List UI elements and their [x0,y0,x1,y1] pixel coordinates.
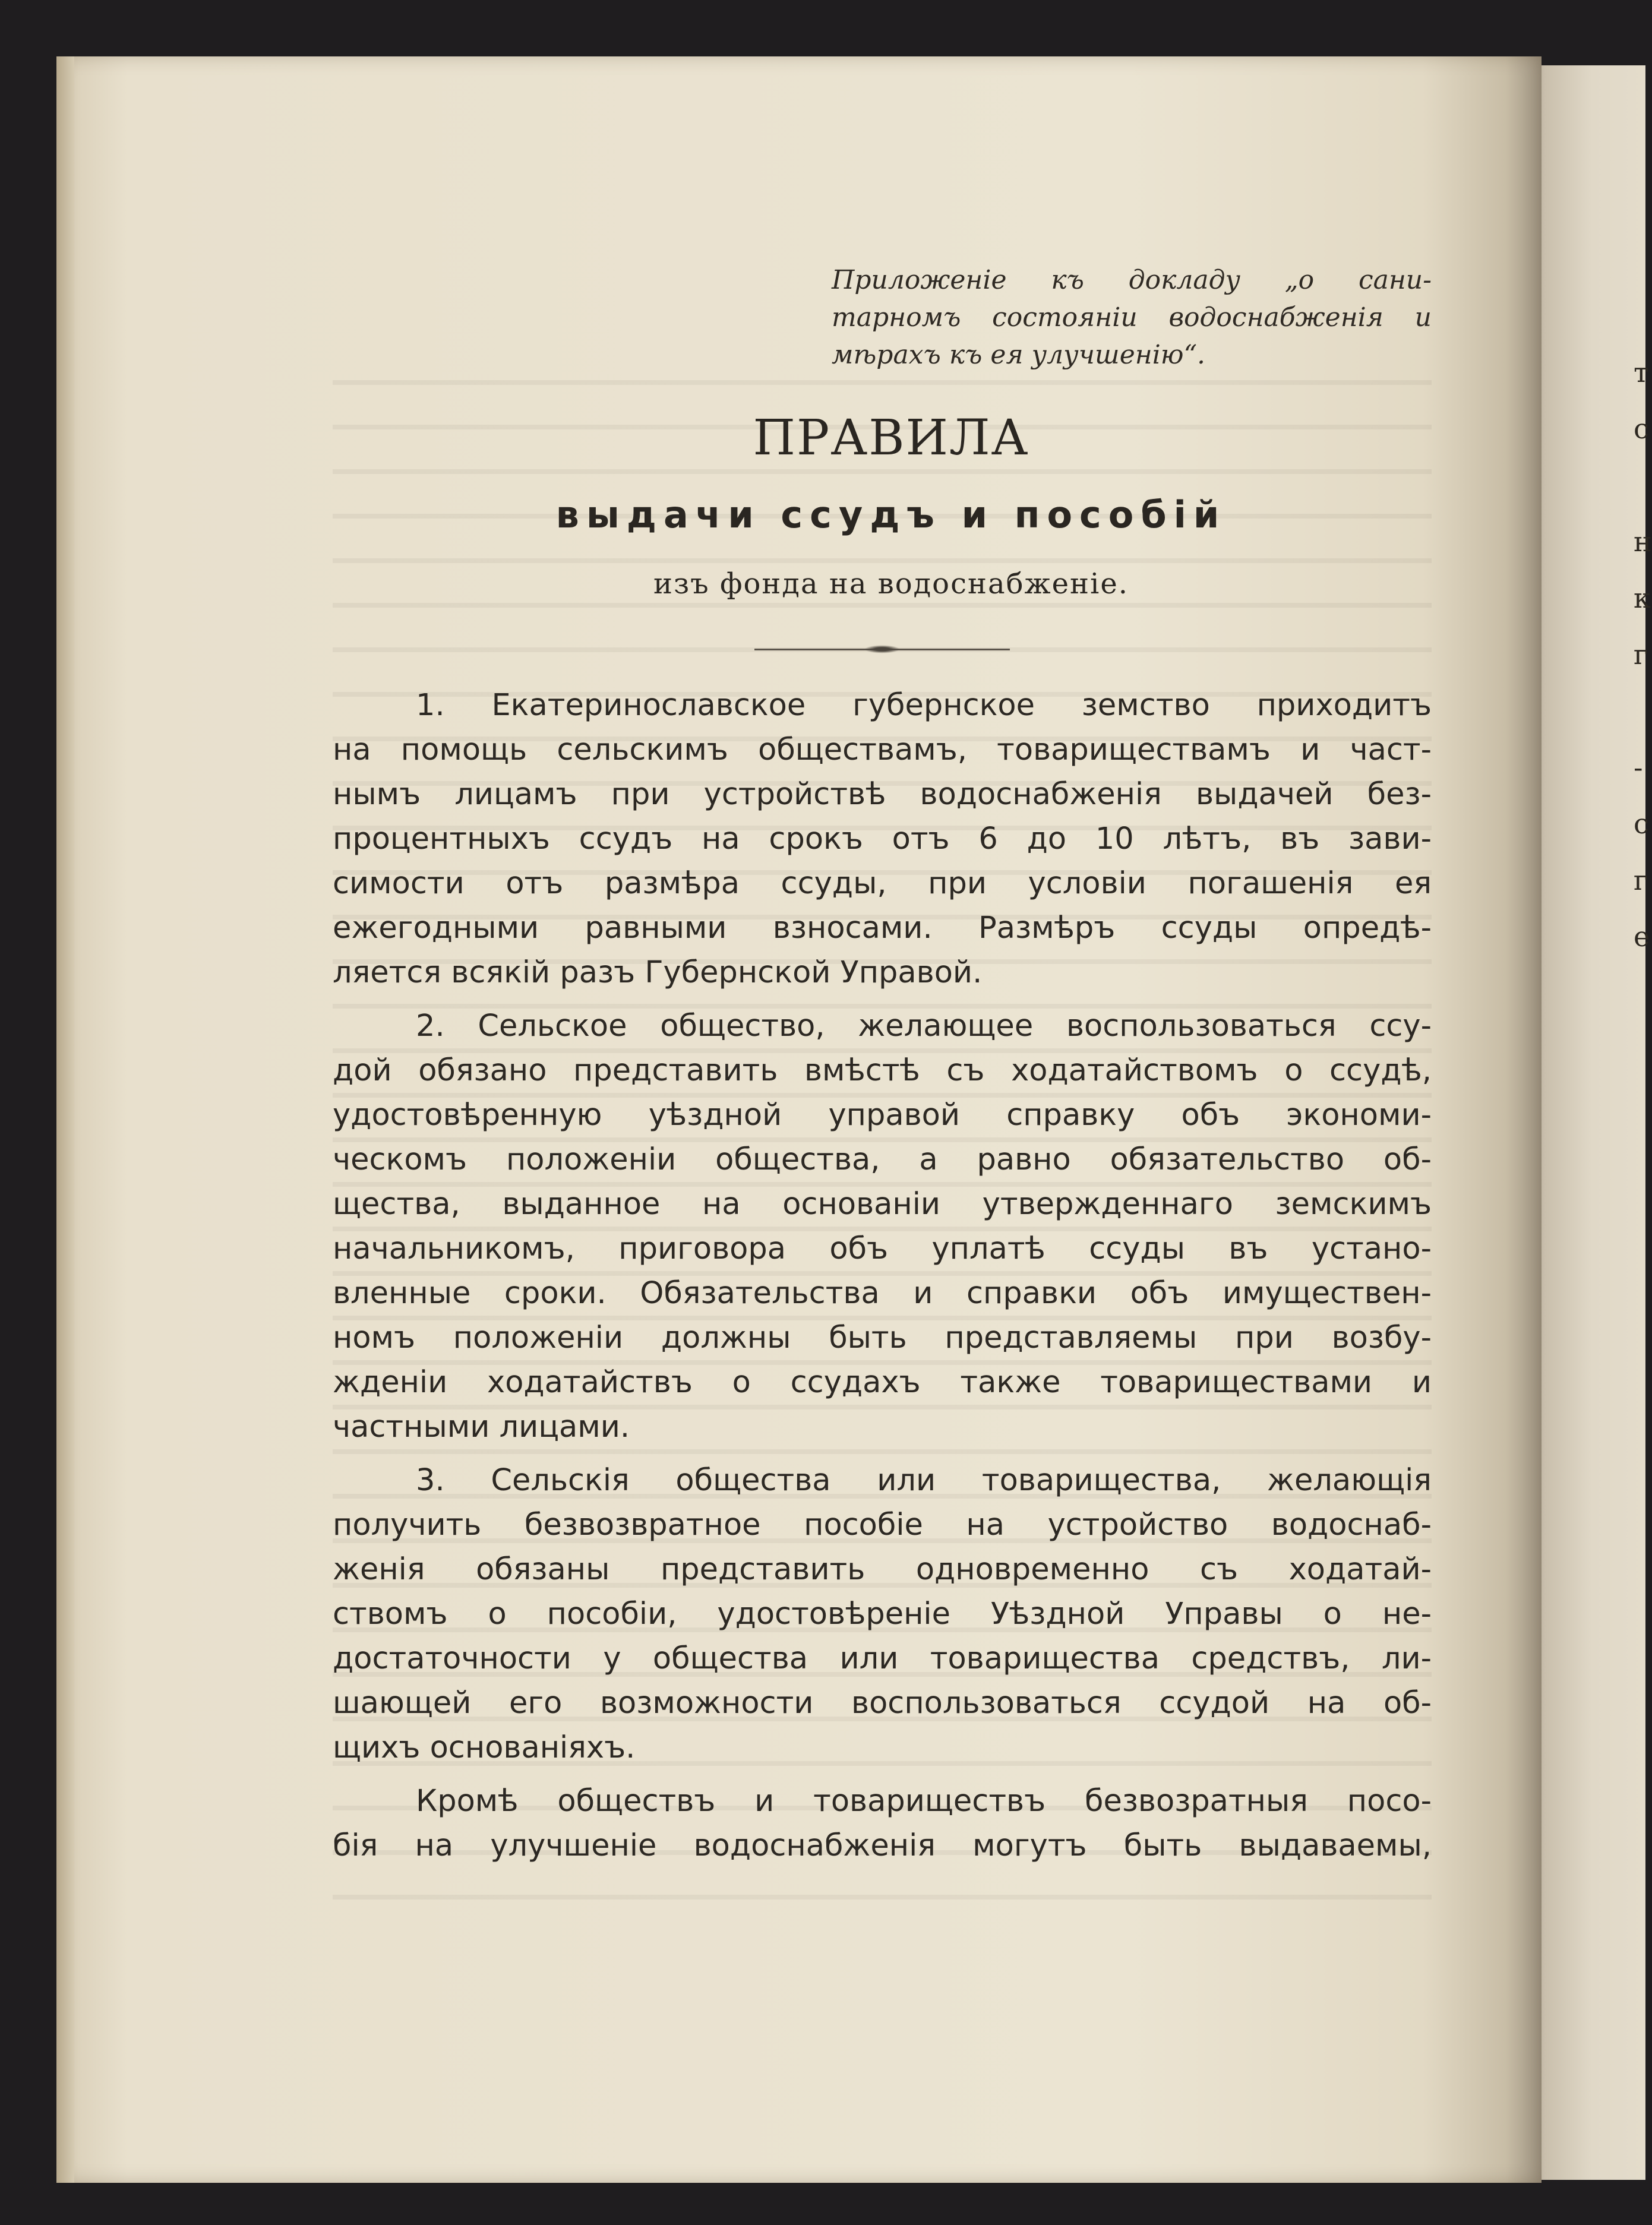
document-body [333,683,1432,1877]
fragment: с [1634,808,1649,840]
text-line: получить безвозвратное пособіе на устройство водоснаб- [333,1507,1432,1543]
appendix-line: Приложеніе къ докладу „о сани- [832,265,1432,295]
text-line: вленные сроки. Обязательства и справки объ имуществен- [333,1276,1432,1311]
fragment: г [1634,639,1648,671]
document-subtitle: выдачи ссудъ и пособій [555,493,1227,536]
appendix-line: тарномъ состояніи водоснабженія и [832,302,1432,333]
fragment: к [1634,582,1651,614]
fragment [1634,695,1645,751]
paragraph-1 [333,683,1432,995]
divider-ornament [864,645,900,653]
text-line: ежегодными равными взносами. Размѣръ ссуды опредѣ- [333,911,1432,946]
text-line: нымъ лицамъ при устройствѣ водоснабженія выдачей без- [333,777,1432,812]
text-line: ляется всякій разъ Губернской Управой. [333,955,983,990]
text-line: номъ положеніи должны быть представляемы при возбу- [333,1320,1432,1355]
text-line: жденіи ходатайствъ о ссудахъ также товариществами и [333,1365,1432,1400]
text-line: 2. Сельское общество, желающее воспользоваться ссу- [416,1009,1432,1044]
text-line: бія на улучшеніе водоснабженія могутъ быть выдаваемы, [333,1828,1432,1863]
appendix-line: мѣрахъ къ ея улучшенію“. [832,340,1205,370]
text-line: шающей его возможности воспользоваться ссудой на об- [333,1686,1432,1721]
text-line: Кромѣ обществъ и товариществъ безвозратныя посо- [416,1784,1432,1819]
fragment: г [1634,864,1648,896]
text-line: удостовѣренную уѣздной управой справку объ экономи- [333,1098,1432,1133]
fragment: - [1634,751,1643,783]
page-edge [56,56,74,2183]
fragment: с [1634,413,1649,445]
text-line: 3. Сельскія общества или товарищества, желающія [416,1463,1432,1498]
text-line: процентныхъ ссудъ на срокъ отъ 6 до 10 лѣтъ, въ зави- [333,821,1432,857]
text-line: начальникомъ, приговора объ уплатѣ ссуды въ устано- [333,1231,1432,1266]
text-line: женія обязаны представить одновременно съ ходатай- [333,1552,1432,1587]
fragment: т [1634,356,1649,388]
document-subtitle-2: изъ фонда на водоснабженіе. [653,567,1129,601]
text-line: щихъ основаніяхъ. [333,1730,636,1765]
text-line: дой обязано представить вмѣстѣ съ ходатайствомъ о ссудѣ, [333,1053,1432,1088]
text-line: достаточности у общества или товарищества средствъ, ли- [333,1641,1432,1676]
next-page-text-fragments [1634,356,1652,977]
paragraph-2 [333,1004,1432,1449]
fragment: н [1634,526,1652,558]
text-line: ческомъ положеніи общества, а равно обязательство об- [333,1142,1432,1177]
text-line: симости отъ размѣра ссуды, при условіи погашенія ея [333,866,1432,901]
fragment [1634,469,1645,526]
document-title: ПРАВИЛА [753,410,1029,466]
fragment: е [1634,921,1650,953]
text-line: ствомъ о пособіи, удостовѣреніе Уѣздной Управы о не- [333,1597,1432,1632]
appendix-note [832,261,1432,374]
text-line: на помощь сельскимъ обществамъ, товариществамъ и част- [333,732,1432,767]
text-line: частными лицами. [333,1409,630,1445]
paragraph-4 [333,1779,1432,1868]
paragraph-3 [333,1458,1432,1770]
text-line: 1. Екатеринославское губернское земство приходитъ [416,688,1432,723]
text-line: щества, выданное на основаніи утвержденнаго земскимъ [333,1187,1432,1222]
